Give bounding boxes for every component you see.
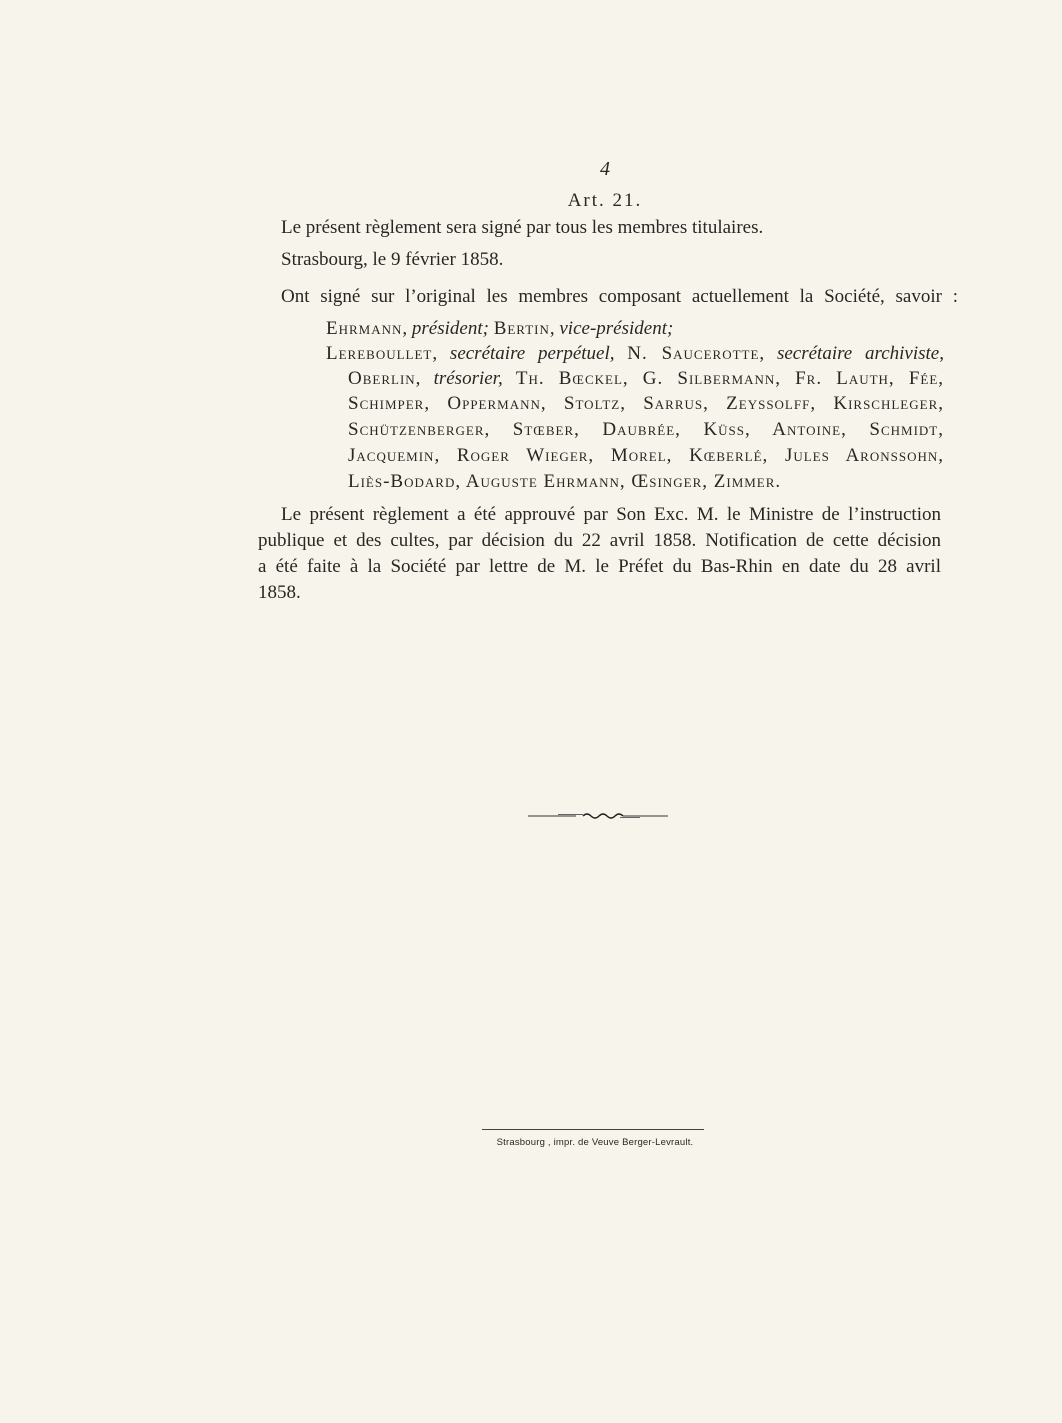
- signatories-line-7: Liès-Bodard, Auguste Ehrmann, Œsinger, Zimmer.: [348, 471, 782, 492]
- printer-imprint: Strasbourg , impr. de Veuve Berger-Levrault.: [496, 1137, 694, 1148]
- signatories-line-5: Schützenberger, Stœber, Daubrée, Küss, Antoine, Schmidt,: [348, 419, 944, 440]
- member-role: président;: [411, 318, 489, 339]
- member-role: secrétaire archiviste,: [776, 343, 944, 364]
- approval-line-4: 1858.: [258, 582, 301, 603]
- signature-clause: Le présent règlement sera signé par tous les membres titulaires.: [281, 217, 764, 238]
- ornament-divider: [528, 812, 668, 820]
- place-date: Strasbourg, le 9 février 1858.: [281, 249, 504, 270]
- signatories-line-2: Lereboullet, secrétaire perpétuel, N. Saucerotte, secrétaire archiviste,: [326, 343, 944, 364]
- member-name: Oberlin: [348, 368, 416, 389]
- member-name: N. Saucerotte: [627, 343, 760, 364]
- member-names: Th. Bœckel, G. Silbermann, Fr. Lauth, Fée,: [515, 368, 945, 389]
- signatories-line-1: Ehrmann, président; Bertin, vice-président;: [326, 318, 674, 339]
- signatories-intro: Ont signé sur l’original les membres composant actuellement la Société, savoir :: [281, 286, 958, 307]
- member-role: trésorier,: [433, 368, 503, 389]
- page-number: 4: [600, 158, 610, 180]
- article-heading: Art. 21.: [567, 190, 643, 211]
- footer-rule: [482, 1129, 704, 1130]
- member-name: Ehrmann: [326, 318, 403, 339]
- member-role: vice-président;: [559, 318, 674, 339]
- member-role: secrétaire perpétuel,: [449, 343, 615, 364]
- approval-line-2: publique et des cultes, par décision du 22 avril 1858. Notification de cette décision: [258, 530, 941, 551]
- member-name: Lereboullet: [326, 343, 433, 364]
- signatories-line-4: Schimper, Oppermann, Stoltz, Sarrus, Zeyssolff, Kirschleger,: [348, 393, 944, 414]
- approval-line-1: Le présent règlement a été approuvé par Son Exc. M. le Ministre de l’instruction: [281, 504, 941, 525]
- member-name: Bertin: [493, 318, 550, 339]
- signatories-line-3: Oberlin, trésorier, Th. Bœckel, G. Silbermann, Fr. Lauth, Fée,: [348, 368, 945, 389]
- approval-line-3: a été faite à la Société par lettre de M. le Préfet du Bas-Rhin en date du 28 avril: [258, 556, 941, 577]
- signatories-line-6: Jacquemin, Roger Wieger, Morel, Kœberlé, Jules Aronssohn,: [348, 445, 944, 466]
